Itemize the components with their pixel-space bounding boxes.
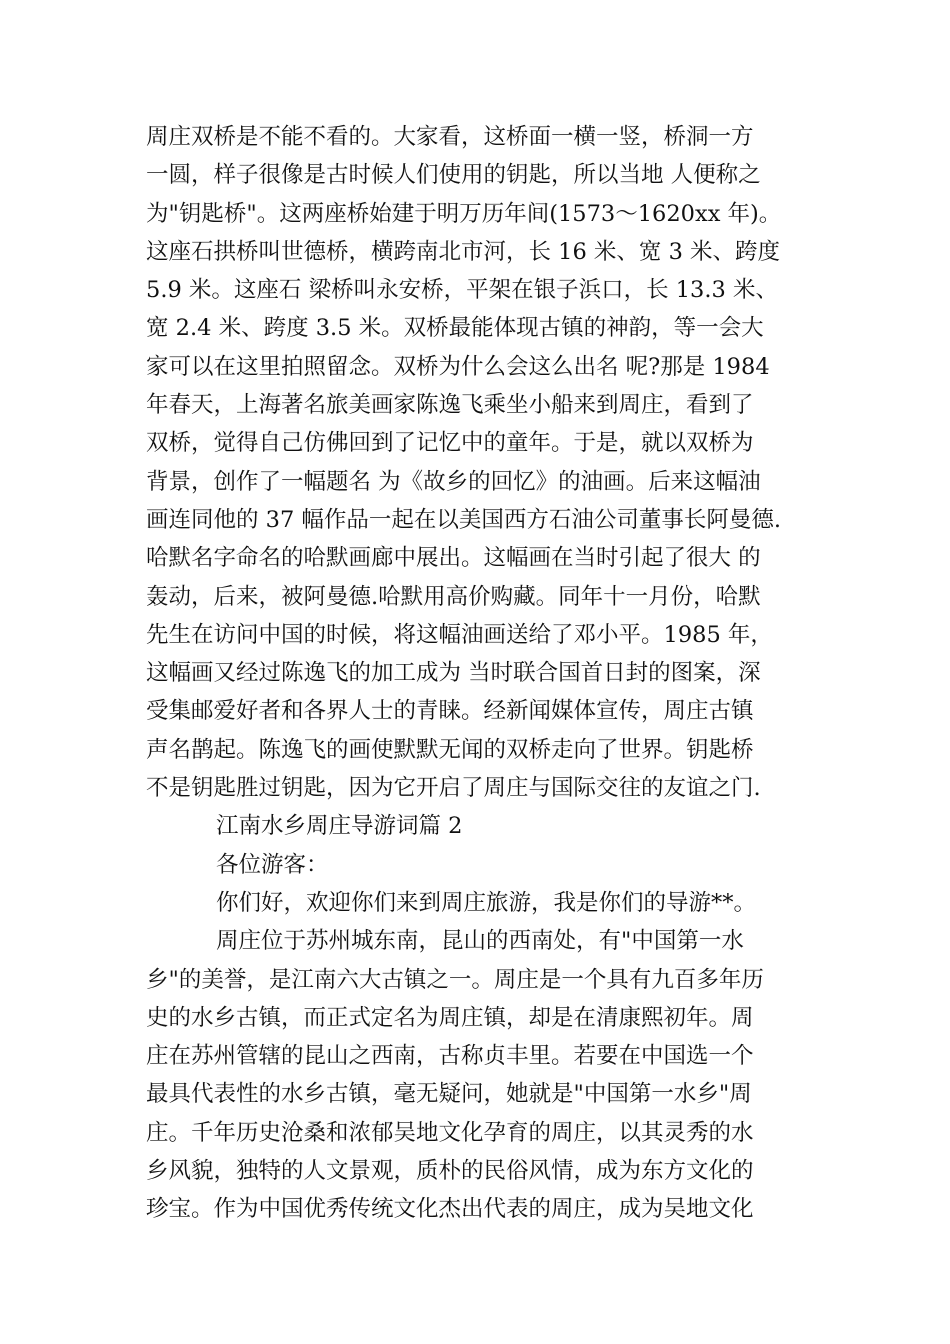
text-line: 周庄位于苏州城东南，昆山的西南处，有"中国第一水 xyxy=(216,928,744,955)
text-line: 声名鹊起。陈逸飞的画使默默无闻的双桥走向了世界。钥匙桥 xyxy=(146,736,754,763)
text-line: 庄在苏州管辖的昆山之西南，古称贞丰里。若要在中国选一个 xyxy=(146,1043,754,1070)
text-line: 不是钥匙胜过钥匙，因为它开启了周庄与国际交往的友谊之门. xyxy=(146,775,761,802)
text-line: 家可以在这里拍照留念。双桥为什么会这么出名 呢?那是 1984 xyxy=(146,353,770,380)
text-line: 乡"的美誉，是江南六大古镇之一。周庄是一个具有九百多年历 xyxy=(146,966,764,993)
text-line: 这座石拱桥叫世德桥，横跨南北市河，长 16 米、宽 3 米、跨度 xyxy=(146,238,781,265)
text-line: 先生在访问中国的时候，将这幅油画送给了邓小平。1985 年， xyxy=(146,621,773,648)
text-line: 哈默名字命名的哈默画廊中展出。这幅画在当时引起了很大 的 xyxy=(146,545,761,572)
text-line: 这幅画又经过陈逸飞的加工成为 当时联合国首日封的图案，深 xyxy=(146,660,761,687)
greeting: 你们好，欢迎你们来到周庄旅游，我是你们的导游**。 xyxy=(216,889,757,916)
text-line: 轰动，后来，被阿曼德.哈默用高价购藏。同年十一月份，哈默 xyxy=(146,583,761,610)
text-line: 宽 2.4 米、跨度 3.5 米。双桥最能体现古镇的神韵，等一会大 xyxy=(146,315,764,342)
text-line: 背景，创作了一幅题名 为《故乡的回忆》的油画。后来这幅油 xyxy=(146,468,761,495)
text-line: 画连同他的 37 幅作品一起在以美国西方石油公司董事长阿曼德. xyxy=(146,506,782,533)
text-line: 周庄双桥是不能不看的。大家看，这桥面一横一竖，桥洞一方 xyxy=(146,124,754,150)
text-line: 乡风貌，独特的人文景观，质朴的民俗风情，成为东方文化的 xyxy=(146,1158,754,1185)
text-line: 双桥，觉得自己仿佛回到了记忆中的童年。于是，就以双桥为 xyxy=(146,430,754,457)
text-line: 为"钥匙桥"。这两座桥始建于明万历年间(1573～1620xx 年)。 xyxy=(146,200,782,227)
section-title: 江南水乡周庄导游词篇 2 xyxy=(216,813,463,840)
text-line: 受集邮爱好者和各界人士的青睐。经新闻媒体宣传，周庄古镇 xyxy=(146,698,754,725)
text-line: 一圆，样子很像是古时候人们使用的钥匙，所以当地 人便称之 xyxy=(146,162,761,189)
text-line: 最具代表性的水乡古镇，毫无疑问，她就是"中国第一水乡"周 xyxy=(146,1081,752,1108)
text-line: 庄。千年历史沧桑和浓郁吴地文化孕育的周庄，以其灵秀的水 xyxy=(146,1119,754,1146)
salutation: 各位游客： xyxy=(216,851,329,878)
text-line: 5.9 米。这座石 梁桥叫永安桥，平架在银子浜口，长 13.3 米、 xyxy=(146,277,778,304)
text-line: 年春天，上海著名旅美画家陈逸飞乘坐小船来到周庄，看到了 xyxy=(146,392,754,419)
text-line: 史的水乡古镇，而正式定名为周庄镇，却是在清康熙初年。周 xyxy=(146,1004,754,1031)
body-text xyxy=(146,118,826,1229)
text-line: 珍宝。作为中国优秀传统文化杰出代表的周庄，成为吴地文化 xyxy=(146,1196,754,1223)
